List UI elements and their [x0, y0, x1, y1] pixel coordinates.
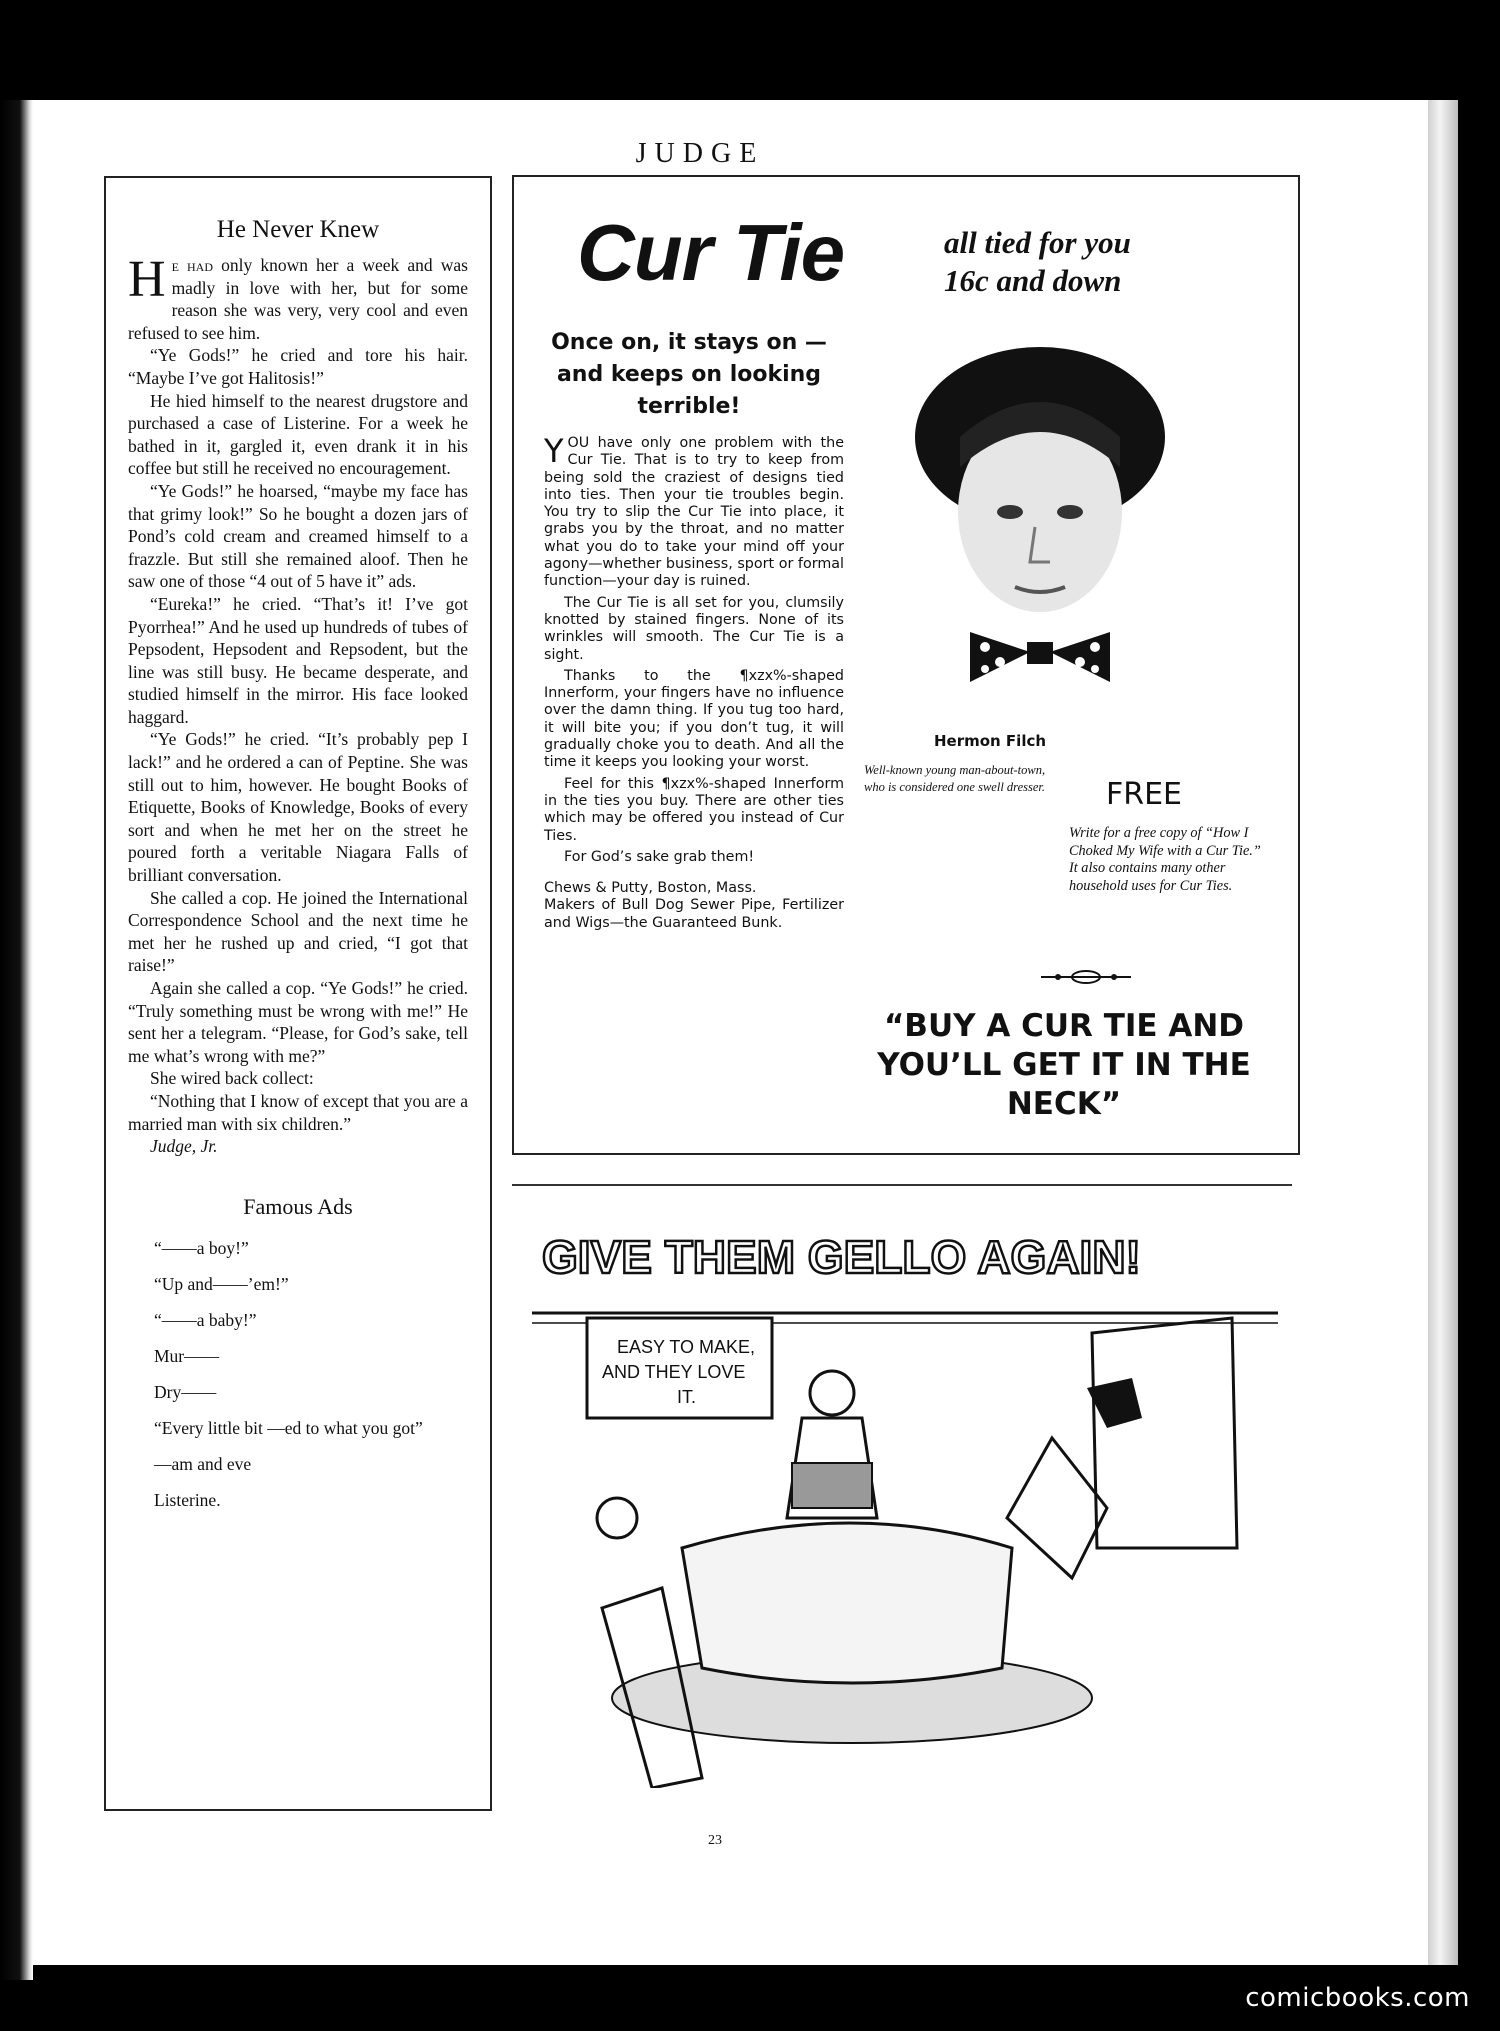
story-credit: Judge, Jr. [150, 1136, 218, 1157]
story-paragraph: “Nothing that I know of except that you are a married man with six children.” [128, 1090, 468, 1134]
ad-maker [544, 880, 844, 932]
watermark: comicbooks.com [1245, 1983, 1470, 2013]
ad-subtitle-line: 16c and down [944, 263, 1122, 298]
ad-maker-line: Chews & Putty, Boston, Mass. [544, 880, 757, 897]
free-offer-title: FREE [1105, 777, 1182, 812]
famous-ad-item: Dry—— [154, 1381, 217, 1402]
ad-paragraph: Thanks to the ¶xzx%-shaped Innerform, your fingers have no influence over the damn thing. If you tug too hard, it will bite you; if you don’t tug, it will gradually choke you to death. And all the time it keeps you looking your worst. [544, 667, 844, 771]
ad-subtitle-line: all tied for you [944, 225, 1131, 260]
masthead: JUDGE [635, 138, 765, 169]
caption-name: Hermon Filch [933, 732, 1047, 750]
caption-description: Well-known young man-about-town, who is considered one swell dresser. [864, 763, 1046, 794]
story-paragraph: She wired back collect: [150, 1068, 314, 1089]
famous-ad-item: —am and eve [154, 1453, 252, 1474]
divider [512, 1184, 1292, 1186]
ad-paragraph [544, 432, 844, 591]
ad-maker-line: Makers of Bull Dog Sewer Pipe, Fertilizer and Wigs—the Guaranteed Bunk. [544, 897, 844, 931]
ad-title: Cur Tie [577, 208, 845, 297]
story-paragraph [128, 251, 468, 344]
page-binding-edge [0, 100, 33, 1980]
ad-paragraph: The Cur Tie is all set for you, clumsily knotted by stained fingers. None of its wrinkles will smooth. The Cur Tie is a sight. [544, 594, 844, 663]
page-stack-edge [1428, 100, 1458, 1965]
dropcap: H [128, 251, 166, 308]
famous-ads-section [128, 1194, 468, 1511]
famous-ad-item: Mur—— [154, 1345, 220, 1366]
story-text: only known her a week and was madly in love with her, but for some reason she was very, very cool and even refused to see him. [128, 255, 468, 343]
ad-subtitle [944, 224, 1131, 300]
ad-slogan: “BUY A CUR TIE AND YOU’LL GET IT IN THE NECK” [877, 1008, 1251, 1122]
cartoon-sign-line: AND THEY LOVE [602, 1362, 746, 1382]
page-number: 23 [708, 1833, 722, 1848]
ad-headline: Once on, it stays on —and keeps on looking terrible! [551, 330, 827, 419]
famous-ad-item: “——a boy!” [154, 1237, 249, 1258]
story-paragraph: “Ye Gods!” he hoarsed, “maybe my face has that grimy look!” So he bought a dozen jars of Pond’s cold cream and creamed himself to a frazzle. But still she remained aloof. Then he saw one of those “4 out of 5 have it” ads. [128, 480, 468, 592]
story-column [104, 176, 492, 1811]
story-paragraph: “Ye Gods!” he cried. “It’s probably pep I lack!” and he ordered a can of Peptine. She was still out to him, however. He bought Books of Etiquette, Books of Knowledge, Books of every sort and when he met her on the street he poured forth a veritable Niagara Falls of brilliant conversation. [128, 729, 468, 886]
boy-portrait-image [890, 337, 1190, 687]
gello-cartoon-image [532, 1218, 1278, 1788]
cartoon-title: GIVE THEM GELLO AGAIN! [542, 1231, 1141, 1283]
story-paragraph: “Ye Gods!” he cried and tore his hair. “Maybe I’ve got Halitosis!” [128, 345, 468, 388]
cur-tie-ad [512, 175, 1300, 1155]
famous-ad-item: Listerine. [154, 1489, 221, 1510]
ad-paragraph: For God’s sake grab them! [564, 848, 755, 865]
ornament-icon [1036, 966, 1136, 988]
famous-ads-title: Famous Ads [243, 1193, 353, 1219]
ad-dropcap: Y [544, 432, 564, 470]
famous-ad-item: “——a baby!” [154, 1309, 257, 1330]
cartoon-sign-line: EASY TO MAKE, [617, 1337, 756, 1357]
story-paragraph: He hied himself to the nearest drugstore and purchased a case of Listerine. For a week he bathed in it, gargled it, even drank it in his coffee but still he received no encouragement. [128, 390, 468, 479]
story-title: He Never Knew [216, 216, 380, 243]
famous-ad-item: “Every little bit —ed to what you got” [154, 1417, 423, 1438]
story-paragraph: “Eureka!” he cried. “That’s it! I’ve got Pyorrhea!” And he used up hundreds of tubes of Pepsodent, Hepsodent and Repsodent, but the line was still busy. He became desperate, and studied himself in the mirror. His face looked haggard. [128, 593, 468, 727]
ad-body [544, 432, 844, 936]
story-lead: e had [171, 255, 213, 275]
famous-ad-item: “Up and——’em!” [154, 1273, 289, 1294]
cartoon-sign-line: IT. [677, 1387, 697, 1407]
story-paragraph: She called a cop. He joined the International Correspondence School and the next time he met her he rushed up and cried, “I got that raise!” [128, 887, 468, 976]
free-offer-text: Write for a free copy of “How I Choked My Wife with a Cur Tie.” It also contains many other household uses for Cur Ties. [1069, 825, 1261, 894]
ad-paragraph: Feel for this ¶xzx%-shaped Innerform in the ties you buy. There are other ties which may be offered you instead of Cur Ties. [544, 775, 844, 844]
story-paragraph: Again she called a cop. “Ye Gods!” he cried. “Truly something must be wrong with me!” He sent her a telegram. “Please, for God’s sake, tell me what’s wrong with me?” [128, 978, 468, 1066]
ad-text: OU have only one problem with the Cur Tie. That is to try to keep from being sold the craziest of designs tied into ties. Then your tie troubles begin. You try to slip the Cur Tie into place, it grabs you by the throat, and no matter what you do to take your mind off your agony—whether business, sport or formal function—your day is ruined. [544, 435, 844, 590]
